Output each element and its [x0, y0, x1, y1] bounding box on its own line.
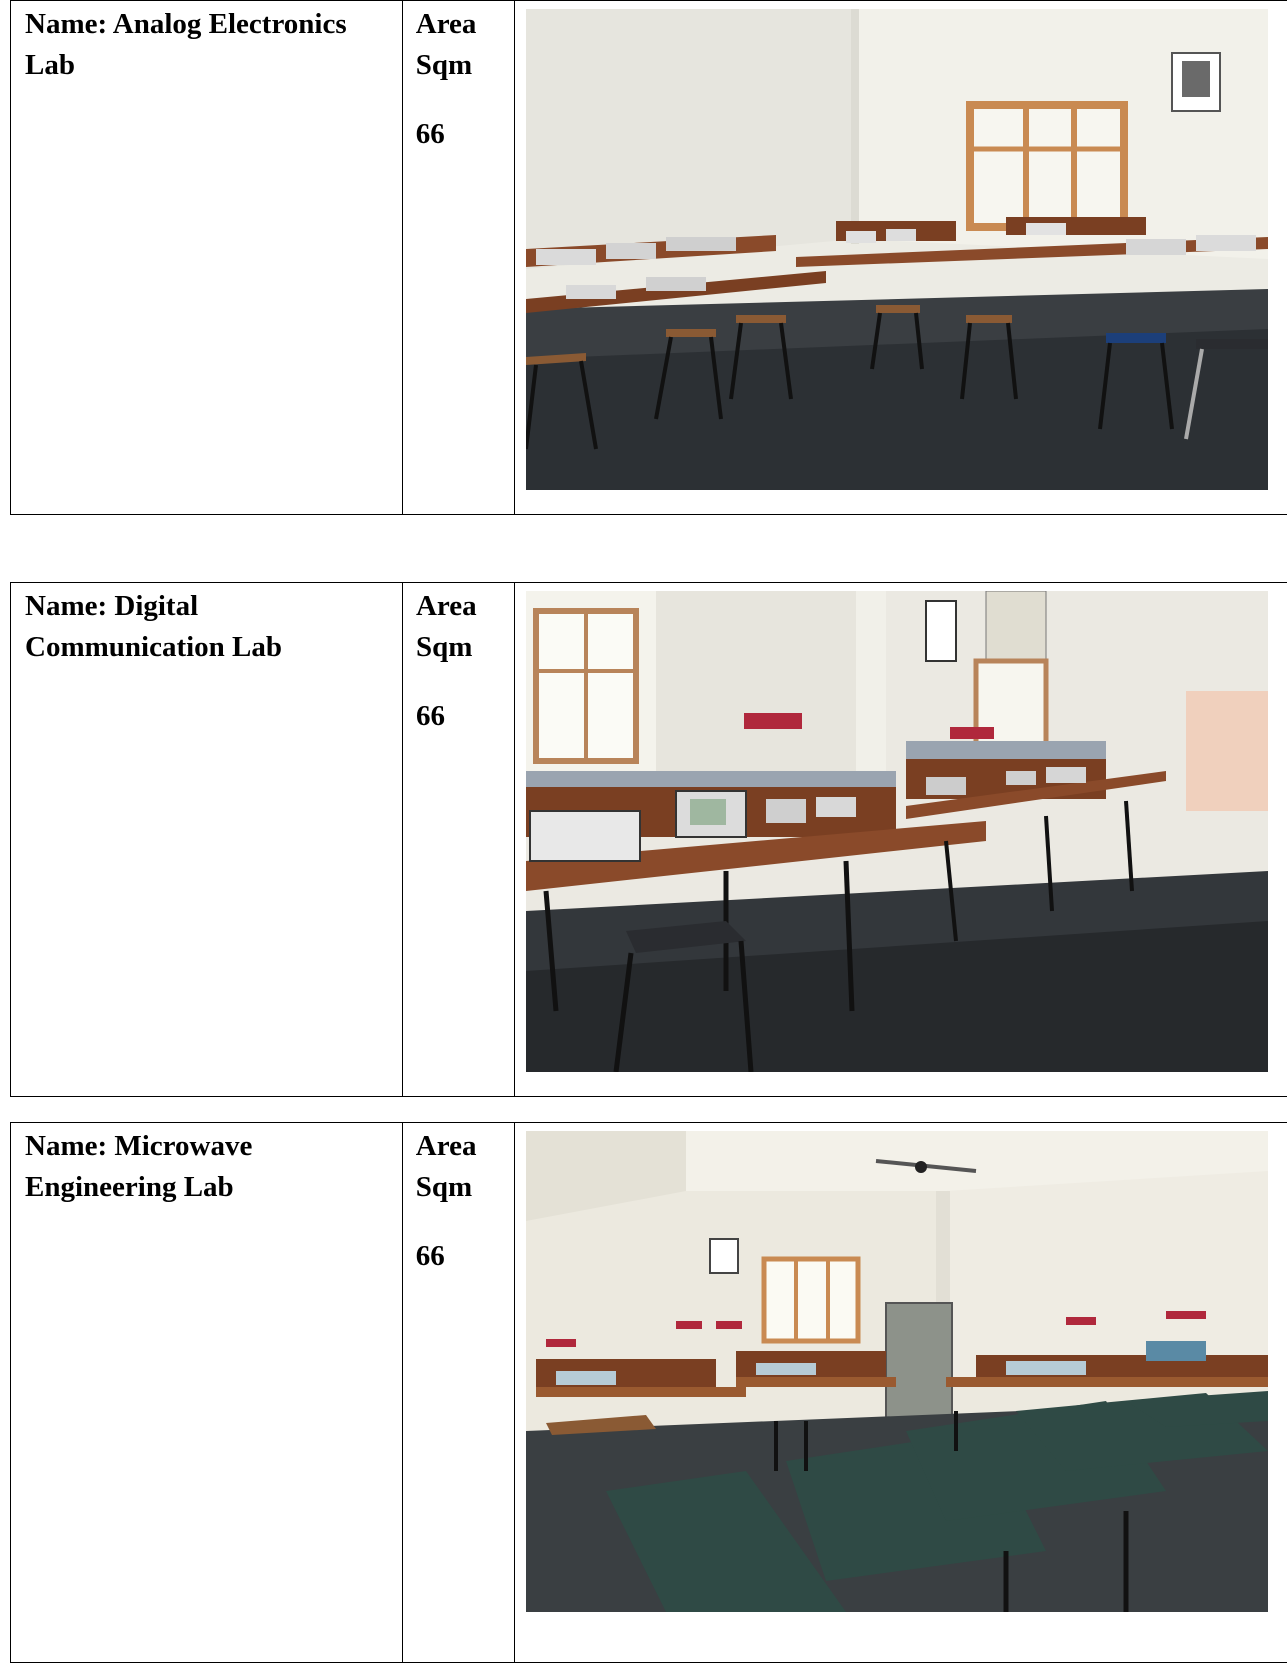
area-value: 66 [415, 700, 445, 732]
lab-area-cell [402, 1, 514, 515]
lab-name: Name: Digital Communication Lab [25, 590, 283, 663]
area-label-line2: Sqm [415, 49, 473, 81]
area-value: 66 [415, 118, 445, 150]
lab-photo-cell [515, 1123, 1287, 1663]
digital-communication-lab-photo [526, 591, 1268, 1072]
lab-photo-image [526, 1131, 1268, 1612]
lab-name: Name: Analog Electronics Lab [25, 8, 347, 81]
analog-electronics-lab-photo [526, 9, 1268, 490]
area-label-line2: Sqm [415, 1171, 473, 1203]
lab-name-cell [11, 583, 403, 1097]
lab-area-cell [402, 583, 514, 1097]
lab-photo-image [526, 591, 1268, 1072]
lab-table-analog [10, 0, 1287, 515]
lab-table-digital [10, 582, 1287, 1097]
area-label-line2: Sqm [415, 631, 473, 663]
lab-photo-cell [515, 1, 1287, 515]
area-label-line1: Area [415, 1130, 477, 1162]
lab-name-cell [11, 1123, 403, 1663]
lab-name: Name: Microwave Engineering Lab [25, 1130, 253, 1203]
area-label [403, 1123, 514, 1277]
lab-area-cell [402, 1123, 514, 1663]
lab-photo-cell [515, 583, 1287, 1097]
area-label-line1: Area [415, 8, 477, 40]
microwave-engineering-lab-photo [526, 1131, 1268, 1612]
lab-table-microwave [10, 1122, 1287, 1663]
lab-name-cell [11, 1, 403, 515]
area-label [403, 1, 514, 155]
area-label-line1: Area [415, 590, 477, 622]
lab-photo-image [526, 9, 1268, 490]
area-value: 66 [415, 1240, 445, 1272]
area-label [403, 583, 514, 737]
